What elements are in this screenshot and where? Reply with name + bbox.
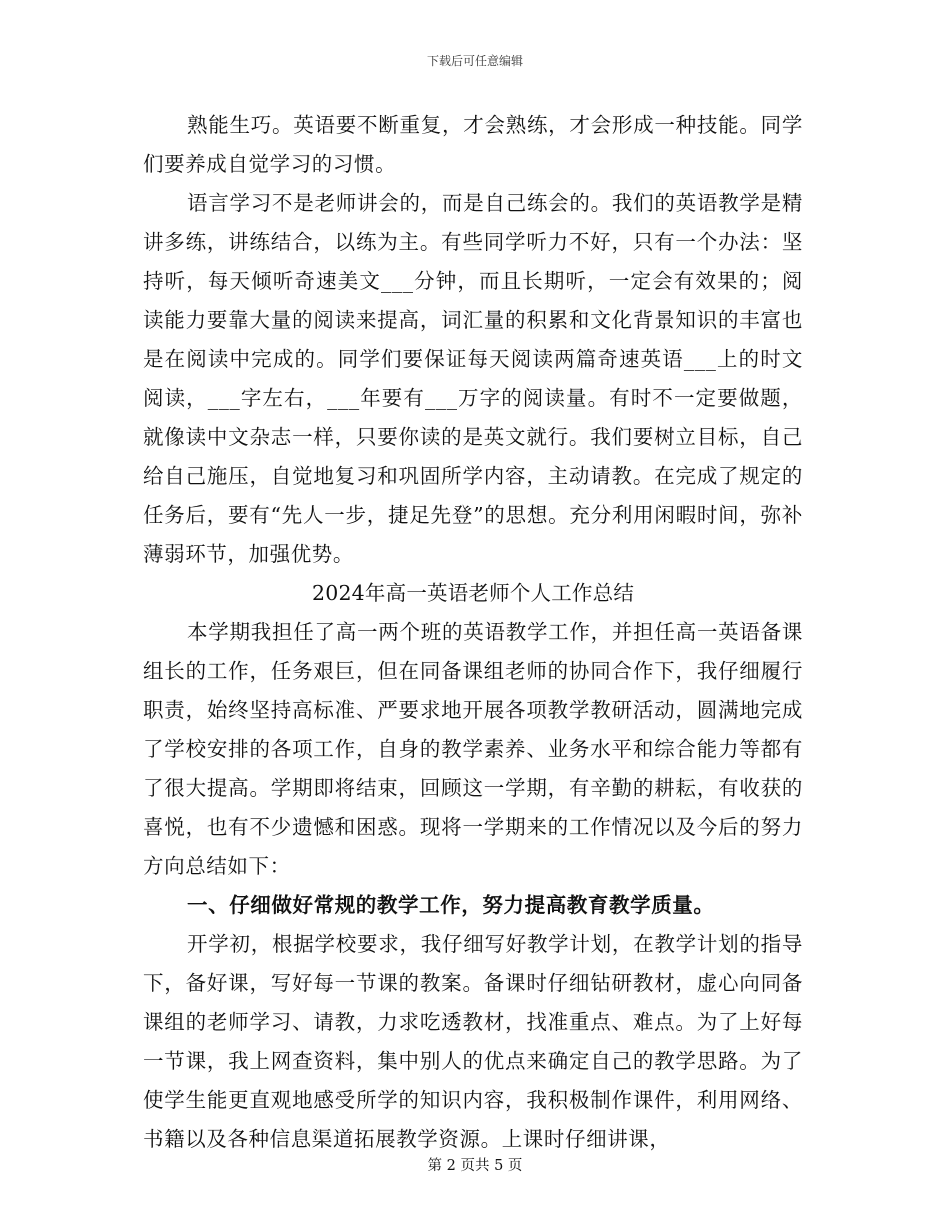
document-title: 2024年高一英语老师个人工作总结: [311, 581, 635, 605]
section-heading-1: 一、仔细做好常规的教学工作，努力提高教育教学质量。: [187, 893, 715, 917]
document-body: [143, 106, 803, 1159]
page-header: 下载后可任意编辑: [426, 54, 523, 68]
paragraph-language-learning: 语言学习不是老师讲会的，而是自己练会的。我们的英语教学是精讲多练，讲练结合，以练为主。有些同学听力不好，只有一个办法：坚持听，每天倾听奇速美文___分钟，而且长期听，一定会有效果的；阅读能力要靠大量的阅读来提高，词汇量的积累和文化背景知识的丰富也是在阅读中完成的。同学们要保证每天阅读两篇奇速英语___上的时文阅读，___字左右，___年要有___万字的阅读量。有时不一定要做题，就像读中文杂志一样，只要你读的是英文就行。我们要树立目标，自己给自己施压，自觉地复习和巩固所学内容，主动请教。在完成了规定的任务后，要有“先人一步，捷足先登”的思想。充分利用闲暇时间，弥补薄弱环节，加强优势。: [143, 191, 803, 566]
paragraph-teaching-plan: 开学初，根据学校要求，我仔细写好教学计划，在教学计划的指导下，备好课，写好每一节课的教案。备课时仔细钻研教材，虚心向同备课组的老师学习、请教，力求吃透教材，找准重点、难点。为了上好每一节课，我上网查资料，集中别人的优点来确定自己的教学思路。为了使学生能更直观地感受所学的知识内容，我积极制作课件，利用网络、书籍以及各种信息渠道拓展教学资源。上课时仔细讲课，: [143, 932, 803, 1151]
paragraph-practice-habit: 熟能生巧。英语要不断重复，才会熟练，才会形成一种技能。同学们要养成自觉学习的习惯。: [143, 113, 803, 176]
paragraph-semester-intro: 本学期我担任了高一两个班的英语教学工作，并担任高一英语备课组长的工作，任务艰巨，但在同备课组老师的协同合作下，我仔细履行职责，始终坚持高标准、严要求地开展各项教学教研活动，圆满地完成了学校安排的各项工作，自身的教学素养、业务水平和综合能力等都有了很大提高。学期即将结束，回顾这一学期，有辛勤的耕耘，有收获的喜悦，也有不少遗憾和困惑。现将一学期来的工作情况以及今后的努力方向总结如下：: [143, 620, 803, 878]
page-footer: 第 2 页共 5 页: [427, 1158, 523, 1174]
